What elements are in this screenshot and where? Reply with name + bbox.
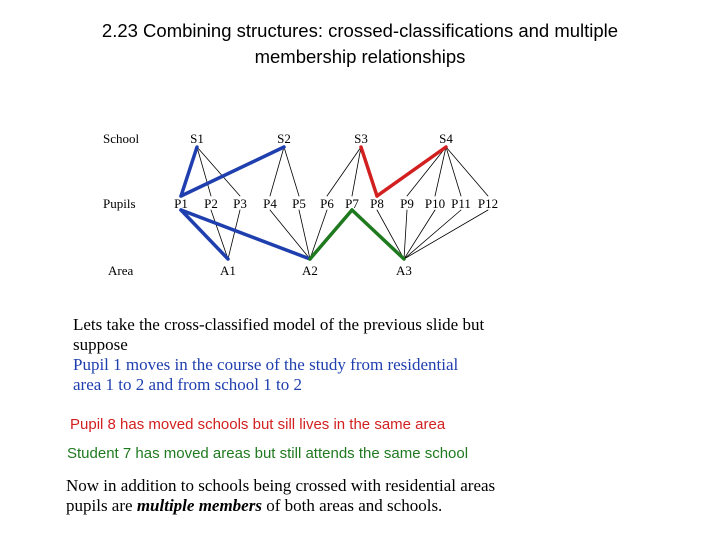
pupil-8-note — [70, 416, 445, 434]
area-label: A1 — [220, 263, 236, 278]
school-pupil-link — [284, 147, 299, 196]
student-7-note — [67, 445, 468, 463]
highlighted-move-line — [361, 147, 377, 196]
multiple-members-emphasis: multiple members — [136, 496, 262, 515]
explanation-line-4: area 1 to 2 and from school 1 to 2 — [73, 375, 302, 394]
conclusion-line-2 — [66, 496, 495, 516]
area-label: A3 — [396, 263, 412, 278]
explanation-line-1: Lets take the cross-classified model of the previous slide but — [73, 315, 485, 334]
row-label-school: School — [103, 131, 140, 146]
highlighted-move-line — [352, 210, 404, 259]
explanation-paragraph — [73, 315, 484, 395]
school-pupil-link — [352, 147, 361, 196]
pupil-label: P5 — [292, 196, 306, 211]
pupil-label: P2 — [204, 196, 218, 211]
conclusion-line-1: Now in addition to schools being crossed with residential areas — [66, 476, 496, 495]
pupil-label: P12 — [477, 196, 499, 211]
area-label: A2 — [302, 263, 318, 278]
highlighted-move-line — [377, 147, 446, 196]
slide-title-line-1: 2.23 Combining structures: crossed-classifications and multiple — [101, 20, 619, 41]
pupil-label: P11 — [451, 196, 471, 211]
row-label-pupils: Pupils — [103, 196, 136, 211]
area-pupil-link — [404, 210, 461, 259]
area-pupil-link — [228, 210, 240, 259]
area-pupil-link — [404, 210, 435, 259]
highlighted-move-line — [181, 147, 284, 196]
pupil-8-note-text: Pupil 8 has moved schools but sill lives in the same area — [70, 416, 446, 433]
highlighted-move-line — [310, 210, 352, 259]
school-pupil-link — [446, 147, 461, 196]
conclusion-line-2-end: of both areas and schools. — [261, 496, 443, 515]
explanation-line-3: Pupil 1 moves in the course of the study from residential — [73, 355, 459, 374]
explanation-line-2: suppose — [73, 335, 128, 354]
area-pupil-link — [377, 210, 404, 259]
pupil-label: P8 — [370, 196, 384, 211]
school-label: S1 — [190, 131, 204, 146]
highlighted-move-line — [181, 210, 310, 259]
row-label-area: Area — [108, 263, 134, 278]
pupil-label: P7 — [345, 196, 359, 211]
conclusion-line-2-start: pupils are — [66, 496, 137, 515]
pupil-label: P10 — [424, 196, 446, 211]
school-label: S3 — [354, 131, 368, 146]
student-7-note-text: Student 7 has moved areas but still attends the same school — [67, 445, 469, 462]
pupil-label: P1 — [174, 196, 188, 211]
pupil-label: P3 — [233, 196, 247, 211]
school-label: S4 — [439, 131, 453, 146]
school-pupil-link — [327, 147, 361, 196]
conclusion-paragraph — [66, 476, 495, 516]
pupil-label: P9 — [400, 196, 414, 211]
slide-title-line-2: membership relationships — [254, 46, 466, 67]
area-pupil-link — [404, 210, 407, 259]
area-pupil-link — [404, 210, 488, 259]
pupil-label: P6 — [320, 196, 334, 211]
school-pupil-link — [446, 147, 488, 196]
pupil-label: P4 — [263, 196, 277, 211]
school-label: S2 — [277, 131, 291, 146]
